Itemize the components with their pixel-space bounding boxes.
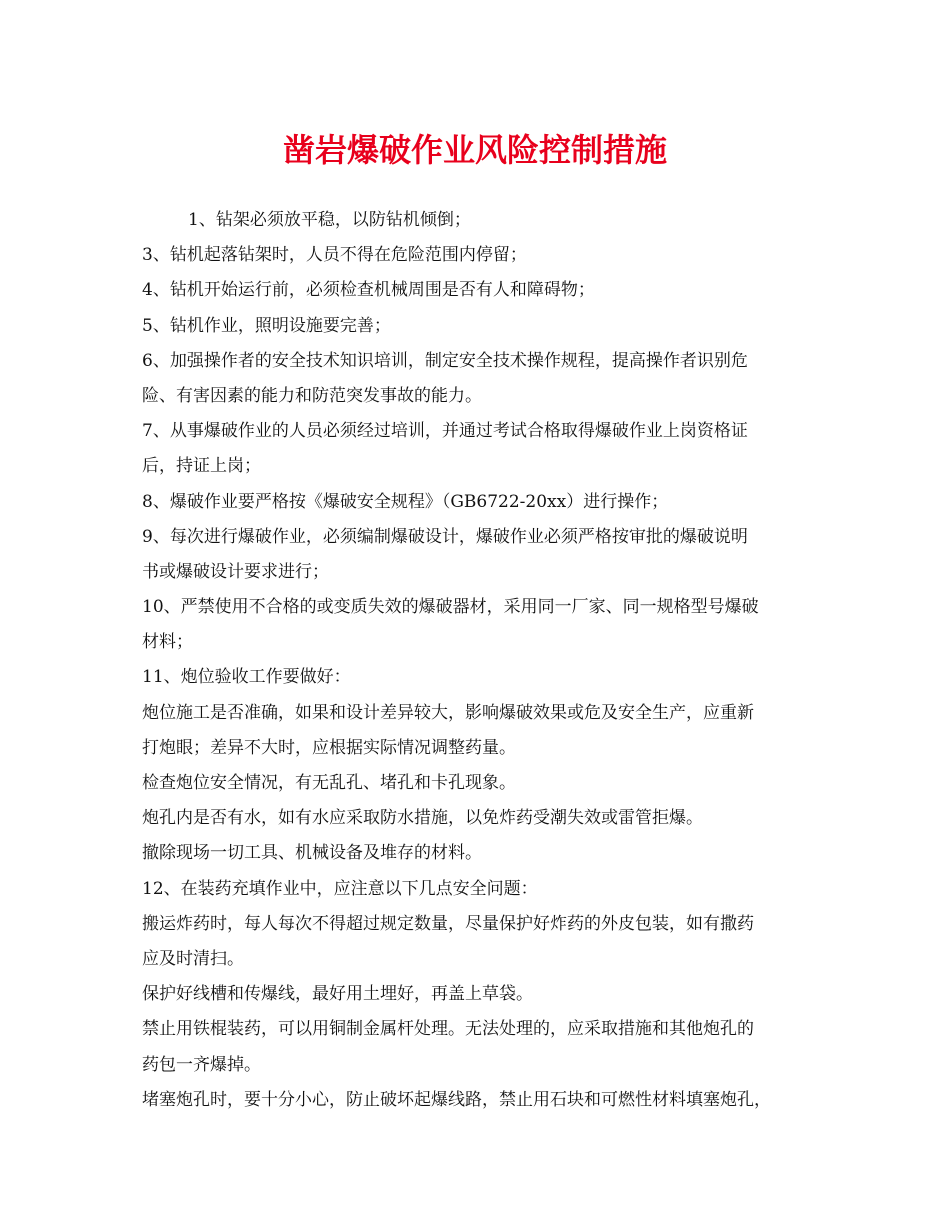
paragraph-line: 禁止用铁棍装药，可以用铜制金属杆处理。无法处理的，应采取措施和其他炮孔的 — [142, 1019, 754, 1040]
paragraph-line: 11、炮位验收工作要做好： — [142, 667, 351, 688]
paragraph-line: 3、钻机起落钻架时，人员不得在危险范围内停留； — [142, 245, 527, 266]
paragraph-line: 检查炮位安全情况，有无乱孔、堵孔和卡孔现象。 — [142, 773, 516, 793]
paragraph-line: 7、从事爆破作业的人员必须经过培训，并通过考试合格取得爆破作业上岗资格证 — [142, 421, 748, 442]
paragraph-line: 12、在装药充填作业中，应注意以下几点安全问题： — [142, 878, 538, 899]
paragraph-line: 打炮眼；差异不大时，应根据实际情况调整药量。 — [142, 737, 516, 758]
paragraph-line: 应及时清扫。 — [142, 948, 244, 969]
paragraph-line: 6、加强操作者的安全技术知识培训，制定安全技术操作规程，提高操作者识别危 — [142, 350, 748, 371]
paragraph-line: 炮位施工是否准确，如果和设计差异较大，影响爆破效果或危及安全生产，应重新 — [142, 702, 754, 723]
paragraph-line: 8、爆破作业要严格按《爆破安全规程》（GB6722-20xx）进行操作； — [142, 491, 669, 512]
paragraph-line: 4、钻机开始运行前，必须检查机械周围是否有人和障碍物； — [142, 280, 595, 301]
document-title: 凿岩爆破作业风险控制措施 — [282, 131, 667, 169]
paragraph-line: 后，持证上岗； — [142, 456, 261, 477]
paragraph-line: 书或爆破设计要求进行； — [142, 561, 329, 582]
paragraph-line: 9、每次进行爆破作业，必须编制爆破设计，爆破作业必须严格按审批的爆破说明 — [142, 526, 748, 547]
paragraph-line: 材料； — [142, 632, 193, 653]
paragraph-line: 5、钻机作业，照明设施要完善； — [142, 315, 391, 336]
paragraph-line: 保护好线槽和传爆线，最好用土埋好，再盖上草袋。 — [142, 984, 533, 1005]
paragraph-line: 堵塞炮孔时，要十分小心，防止破坏起爆线路，禁止用石块和可燃性材料填塞炮孔， — [142, 1089, 771, 1110]
paragraph-line: 药包一齐爆掉。 — [142, 1054, 261, 1075]
document-body — [142, 203, 832, 1118]
paragraph-line: 搬运炸药时，每人每次不得超过规定数量，尽量保护好炸药的外皮包装，如有撒药 — [142, 913, 754, 934]
paragraph-line: 10、严禁使用不合格的或变质失效的爆破器材，采用同一厂家、同一规格型号爆破 — [142, 597, 759, 618]
paragraph-line: 炮孔内是否有水，如有水应采取防水措施，以免炸药受潮失效或雷管拒爆。 — [142, 808, 703, 829]
paragraph-line: 1、钻架必须放平稳，以防钻机倾倒； — [188, 210, 471, 230]
paragraph-line: 险、有害因素的能力和防范突发事故的能力。 — [142, 385, 482, 406]
paragraph-line: 撤除现场一切工具、机械设备及堆存的材料。 — [142, 843, 482, 864]
